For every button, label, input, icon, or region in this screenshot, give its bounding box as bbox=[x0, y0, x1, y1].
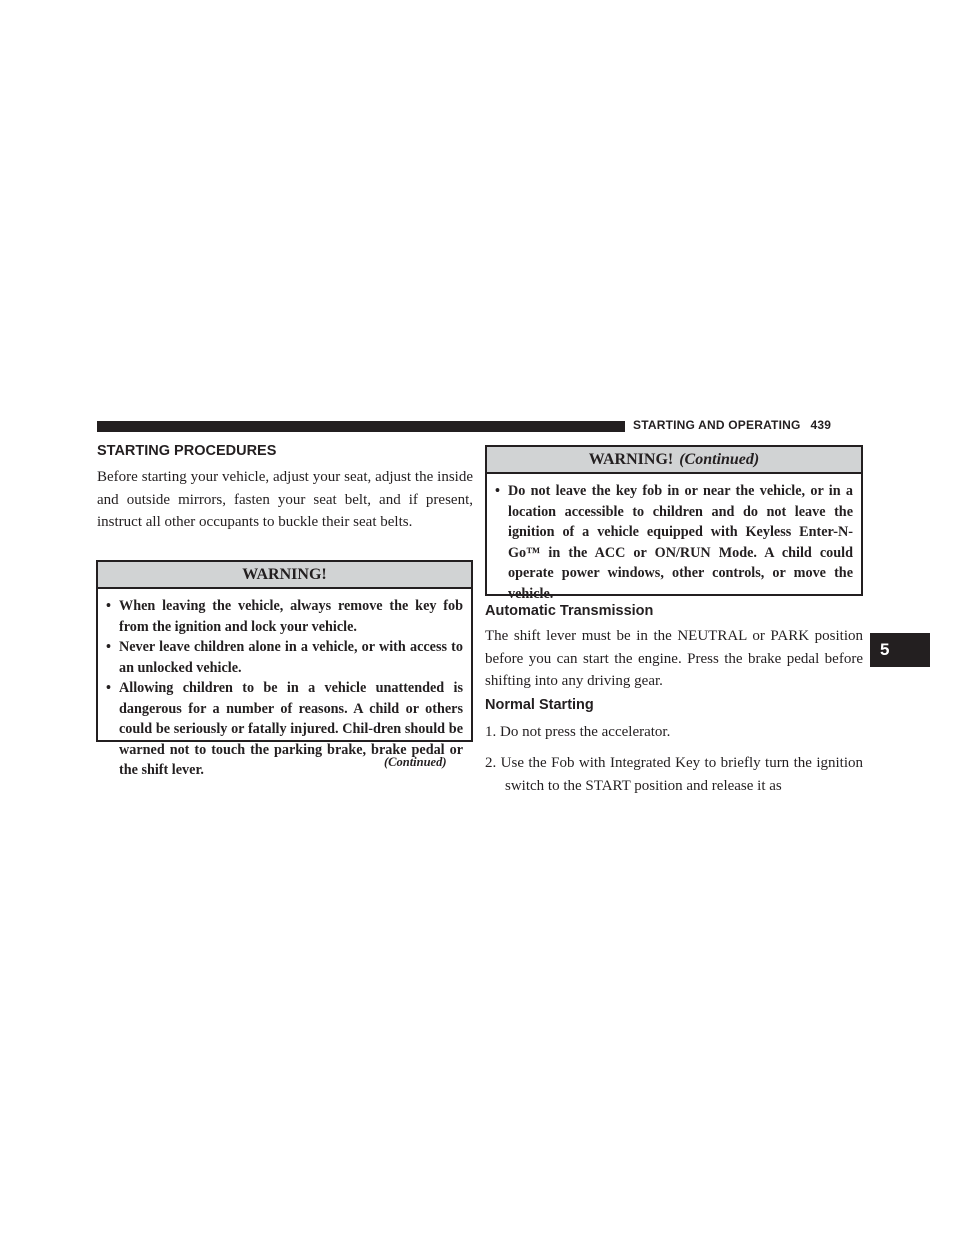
running-header bbox=[633, 418, 831, 432]
warning-item-text: When leaving the vehicle, always remove the key fob from the ignition and lock your vehicle. bbox=[119, 598, 463, 635]
page-number: 439 bbox=[810, 418, 832, 432]
warning-item-text: Do not leave the key fob in or near the vehicle, or in a location accessible to children and do not leave the ignition of a vehicle equipped with Keyless Enter-N-Go™ in the ACC or ON/RUN Mode. A child could operate power windows, other controls, or move the vehicle. bbox=[508, 483, 853, 602]
warning-heading-label: WARNING! bbox=[588, 451, 674, 468]
chapter-tab: 5 bbox=[870, 633, 930, 667]
warning-list bbox=[98, 589, 471, 781]
warning-continued-label: (Continued) bbox=[679, 451, 760, 468]
header-rule bbox=[97, 421, 625, 432]
warning-item bbox=[106, 596, 463, 637]
warning-item-text: Never leave children alone in a vehicle, or with access to an unlocked vehicle. bbox=[119, 639, 463, 676]
warning-item bbox=[106, 637, 463, 678]
warning-list bbox=[487, 474, 861, 604]
normal-starting-heading: Normal Starting bbox=[485, 697, 594, 713]
warning-heading-label: WARNING! bbox=[242, 566, 327, 583]
section-title: STARTING PROCEDURES bbox=[97, 443, 277, 459]
intro-paragraph: Before starting your vehicle, adjust your seat, adjust the inside and outside mirrors, fasten your seat belt, and if present, instruct all other occupants to buckle their seat belts. bbox=[97, 469, 473, 530]
step-item: 1. Do not press the accelerator. bbox=[485, 724, 671, 740]
bullet-icon: • bbox=[106, 680, 111, 696]
continued-note: (Continued) bbox=[384, 755, 447, 769]
bullet-icon: • bbox=[106, 598, 111, 614]
warning-box-continued bbox=[485, 445, 863, 602]
header-section-title: STARTING AND OPERATING bbox=[633, 418, 801, 432]
step-item: 2. Use the Fob with Integrated Key to briefly turn the ignition switch to the START position and release it as bbox=[485, 755, 863, 794]
automatic-transmission-paragraph: The shift lever must be in the NEUTRAL or PARK position before you can start the engine. Press the brake pedal before shifting into any driving gear. bbox=[485, 628, 863, 689]
automatic-transmission-heading: Automatic Transmission bbox=[485, 603, 654, 619]
warning-item bbox=[495, 481, 853, 604]
bullet-icon: • bbox=[495, 483, 500, 499]
warning-item-text: Allowing children to be in a vehicle unattended is dangerous for a number of reasons. A child or others could be seriously or fatally injured. Chil-dren should be warned not to touch the parking brake, brake pedal or the shift lever. bbox=[119, 680, 463, 778]
warning-heading bbox=[98, 562, 471, 589]
warning-heading bbox=[487, 447, 861, 474]
bullet-icon: • bbox=[106, 639, 111, 655]
